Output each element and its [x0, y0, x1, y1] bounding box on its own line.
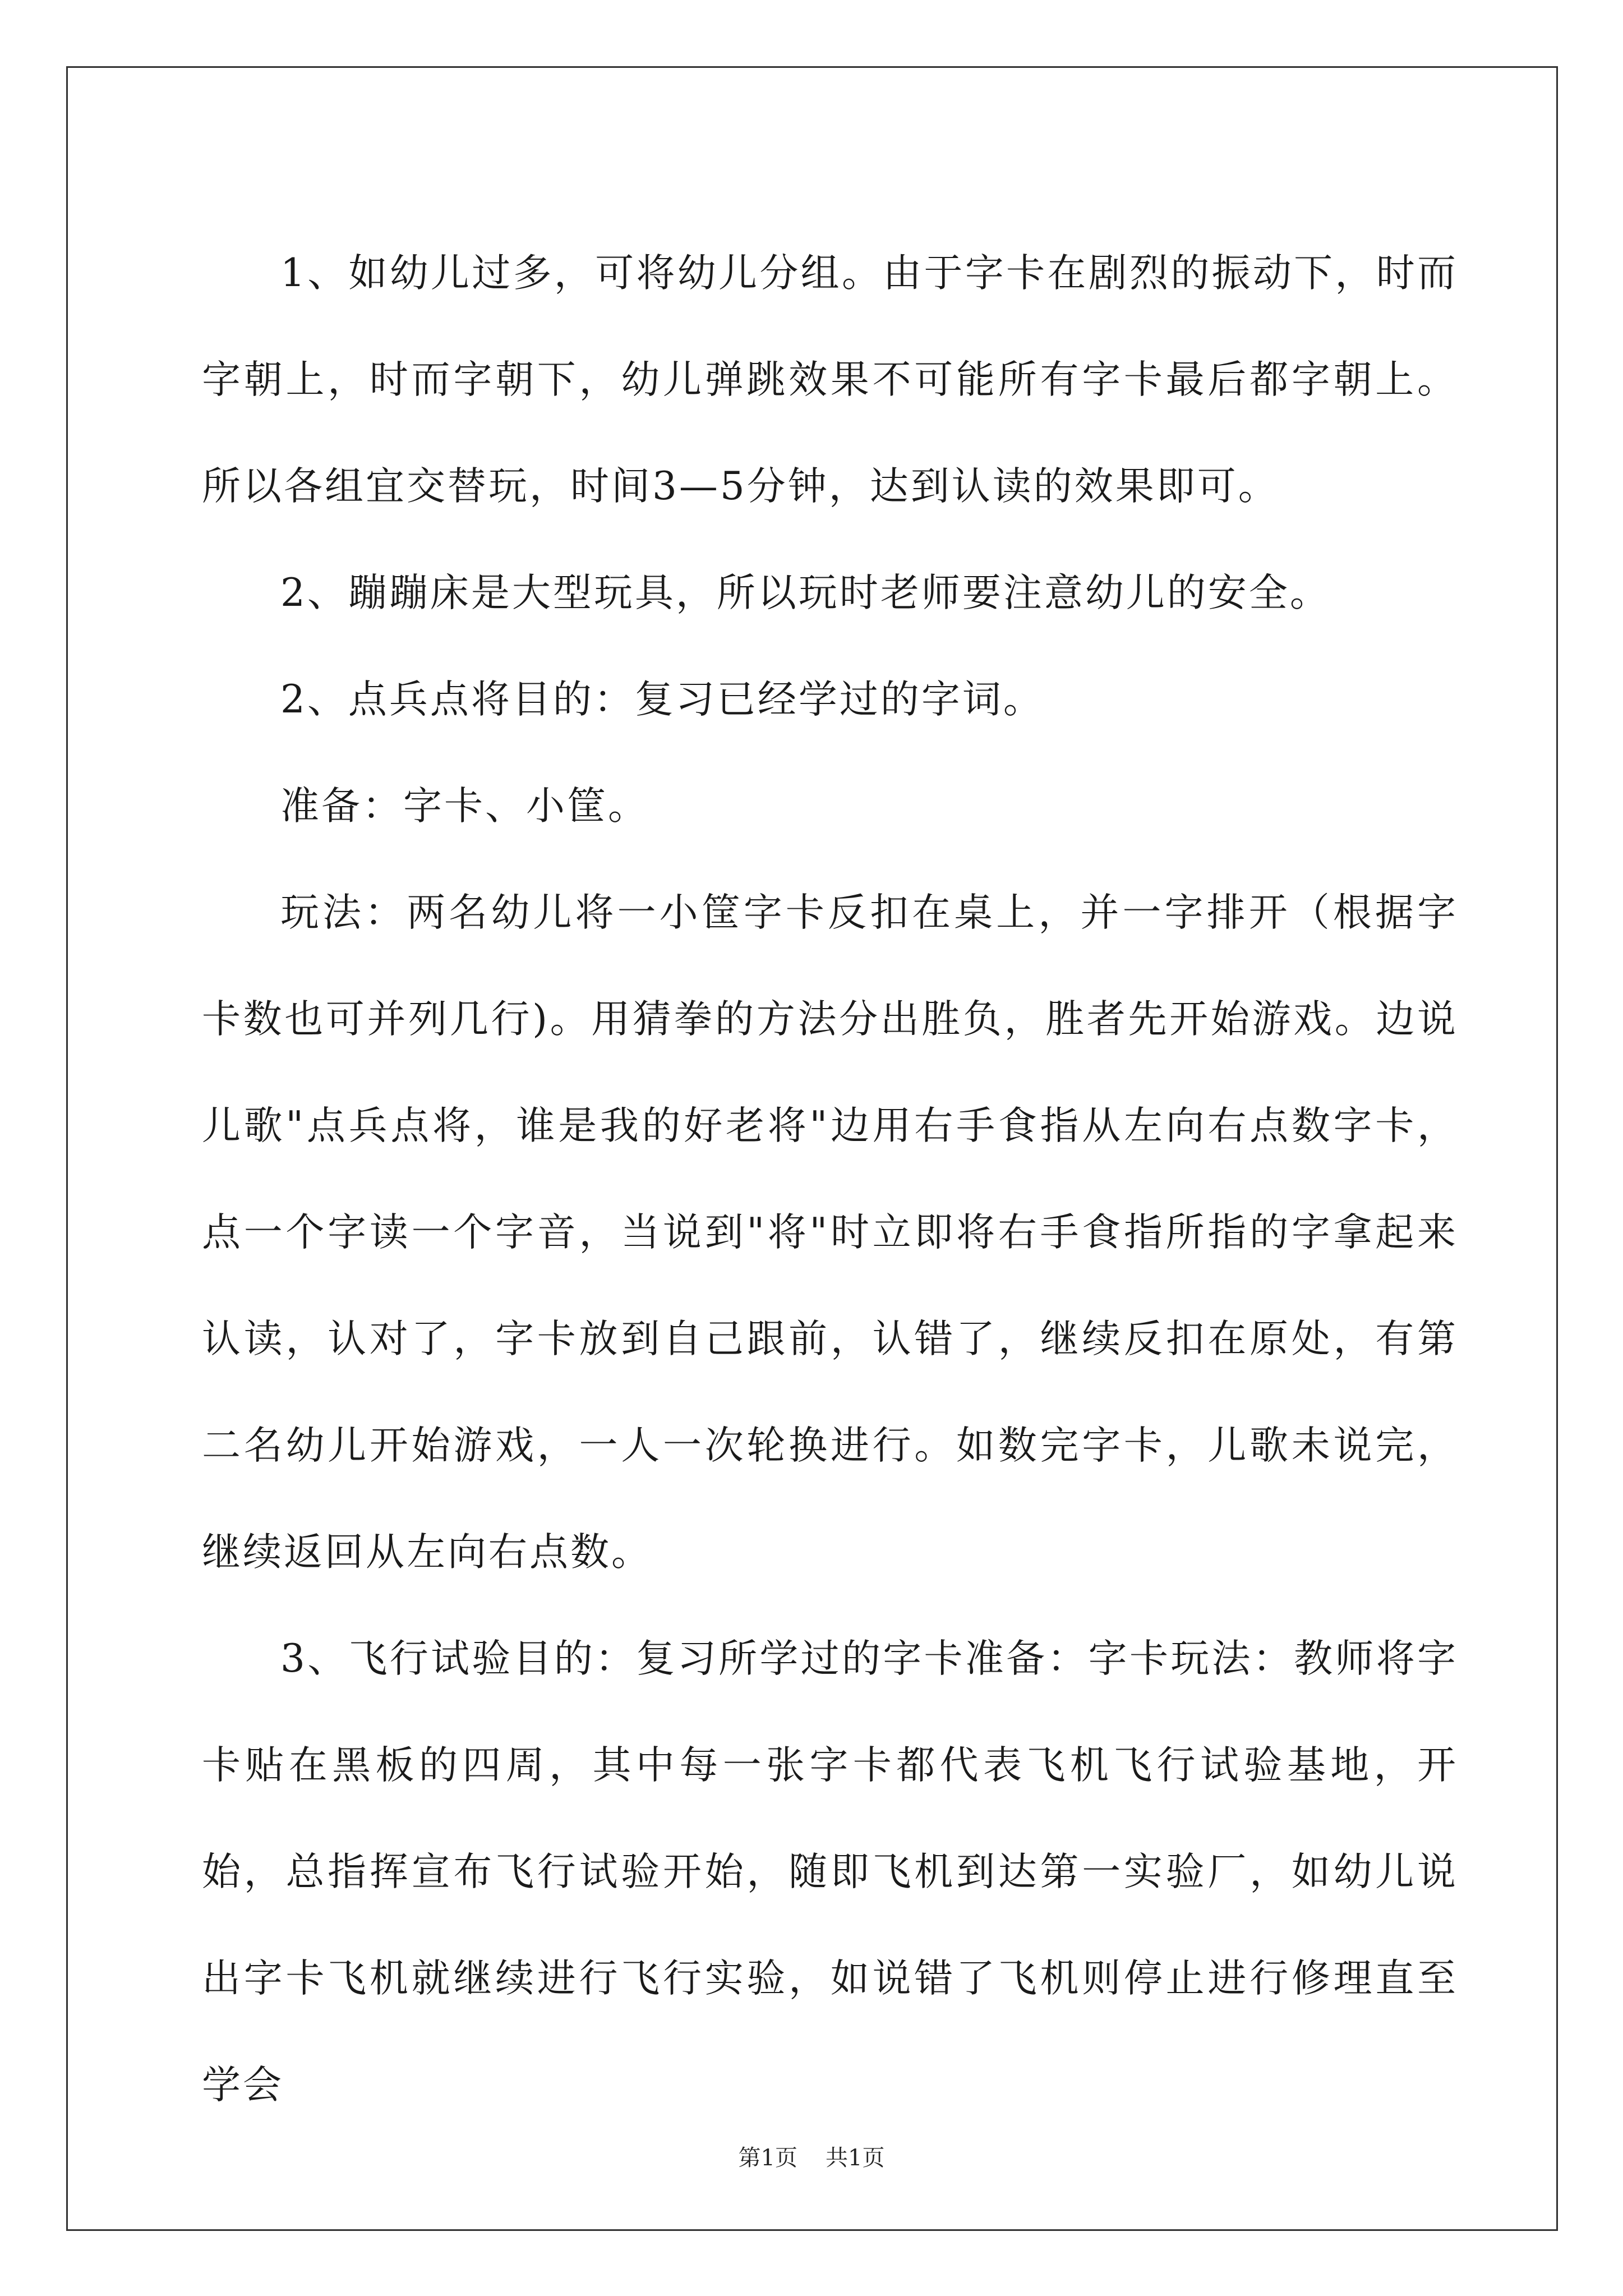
paragraph-1: 1、如幼儿过多，可将幼儿分组。由于字卡在剧烈的振动下，时而字朝上，时而字朝下，幼儿弹跳效果不可能所有字卡最后都字朝上。所以各组宜交替玩，时间3—5分钟，达到认读的效果即可。 — [202, 251, 1458, 509]
page-number-total: 共1页 — [826, 2145, 885, 2171]
paragraph-5: 玩法：两名幼儿将一小筐字卡反扣在桌上，并一字排开（根据字卡数也可并列几行)。用猜拳的方法分出胜负，胜者先开始游戏。边说儿歌"点兵点将，谁是我的好老将"边用右手食指从左向右点数字卡，点一个字读一个字音，当说到"将"时立即将右手食指所指的字拿起来认读，认对了，字卡放到自己跟前，认错了，继续反扣在原处，有第二名幼儿开始游戏，一人一次轮换进行。如数完字卡，儿歌未说完，继续返回从左向右点数。 — [202, 890, 1458, 1575]
page-number-current: 第1页 — [738, 2145, 797, 2171]
document-body — [202, 220, 1458, 2138]
paragraph-6: 3、飞行试验目的：复习所学过的字卡准备：字卡玩法：教师将字卡贴在黑板的四周，其中每一张字卡都代表飞机飞行试验基地，开始，总指挥宣布飞行试验开始，随即飞机到达第一实验厂，如幼儿说出字卡飞机就继续进行飞行实验，如说错了飞机则停止进行修理直至学会 — [202, 1636, 1458, 2108]
paragraph-3: 2、点兵点将目的：复习已经学过的字词。 — [280, 677, 1044, 722]
paragraph-4: 准备：字卡、小筐。 — [280, 784, 649, 829]
page-footer — [0, 2140, 1623, 2172]
paragraph-2: 2、蹦蹦床是大型玩具，所以玩时老师要注意幼儿的安全。 — [280, 570, 1331, 615]
